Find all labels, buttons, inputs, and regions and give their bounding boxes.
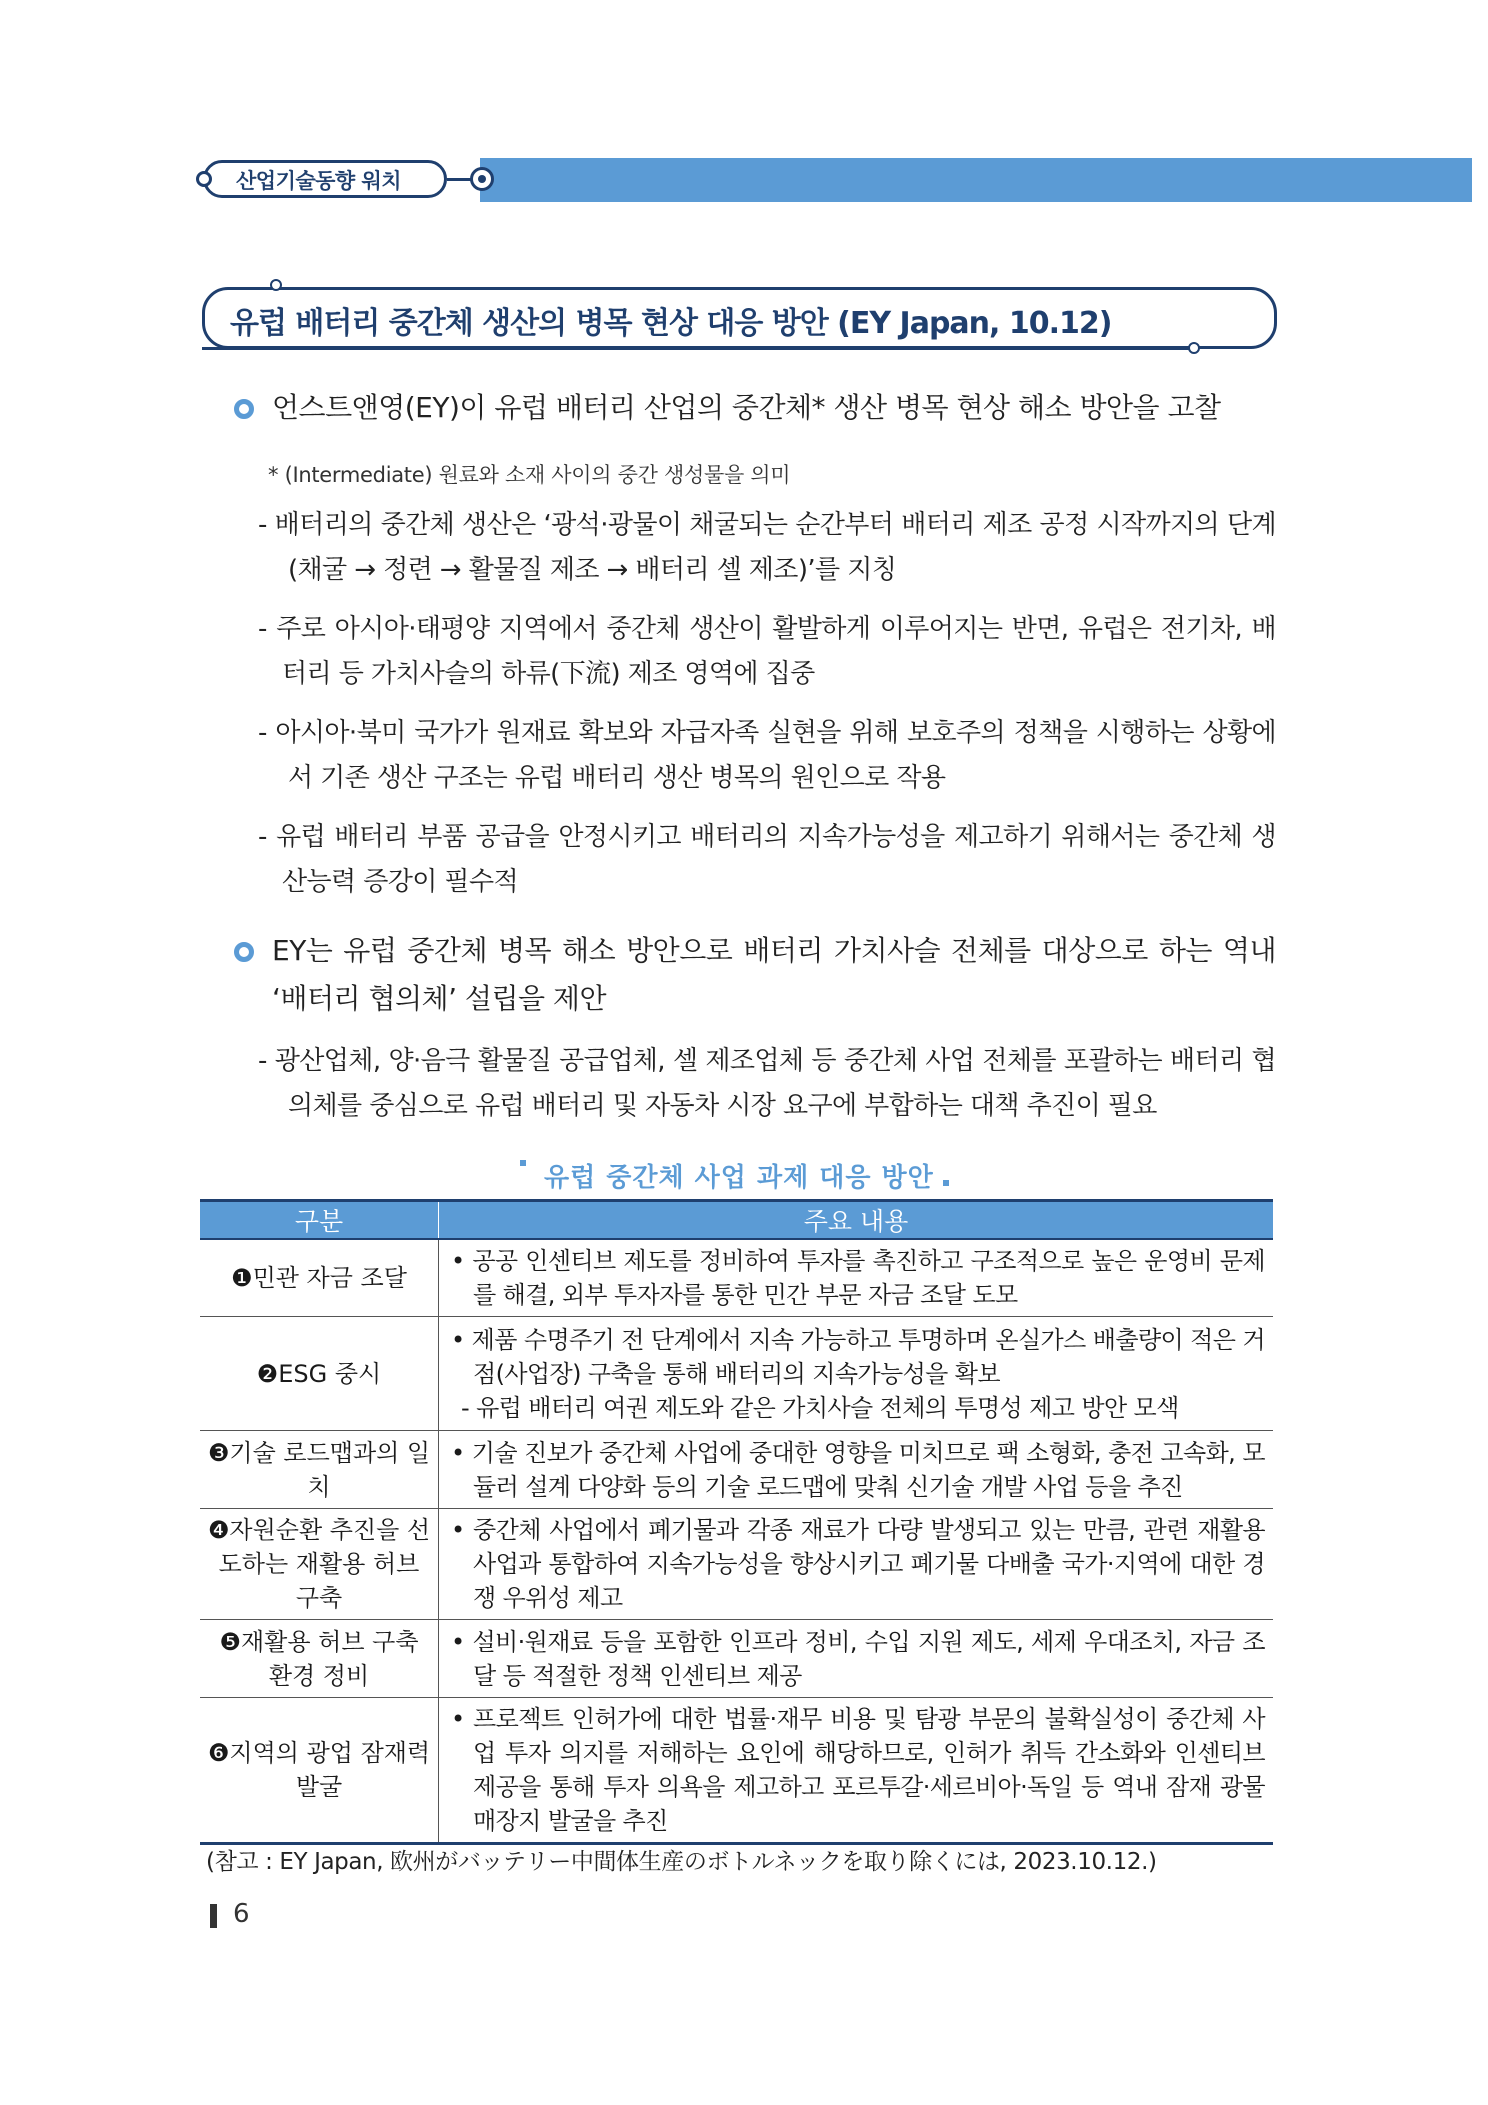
- row-bullet: • 설비·원재료 등을 포함한 인프라 정비, 수입 지원 제도, 세제 우대조치, 자금 조달 등 적절한 정책 인센티브 제공: [451, 1627, 1265, 1690]
- row-content: [439, 1620, 1274, 1698]
- row-content: [439, 1317, 1274, 1431]
- page-title: 유럽 배터리 중간체 생산의 병목 현상 대응 방안 (EY Japan, 10.12): [230, 306, 1112, 341]
- row-category: ❶민관 자금 조달: [200, 1239, 439, 1317]
- reference-note: (참고 : EY Japan, 欧州がバッテリー中間体生産のボトルネックを取り除くには, 2023.10.12.): [206, 1849, 1157, 1875]
- point-2-heading: EY는 유럽 중간체 병목 해소 방안으로 배터리 가치사슬 전체를 대상으로 하는 역내 ‘배터리 협의체’ 설립을 제안: [272, 934, 1276, 1015]
- row-category: ❸기술 로드맵과의 일치: [200, 1431, 439, 1509]
- point-1-item: - 아시아·북미 국가가 원재료 확보와 자급자족 실현을 위해 보호주의 정책을 시행하는 상황에서 기존 생산 구조는 유럽 배터리 생산 병목의 원인으로 작용: [258, 718, 1276, 793]
- row-content: [439, 1431, 1274, 1509]
- bullet-circle-icon: [234, 942, 254, 962]
- header-dot-right: [470, 167, 494, 191]
- table-header-row: [200, 1201, 1273, 1240]
- title-knob-top: [270, 279, 282, 291]
- row-sub-item: - 유럽 배터리 여권 제도와 같은 가치사슬 전체의 투명성 제고 방안 모색: [461, 1393, 1179, 1422]
- measures-table: [200, 1199, 1273, 1845]
- title-knob-bottom: [1188, 342, 1200, 354]
- title-underline: [202, 347, 1192, 350]
- row-bullet: • 프로젝트 인허가에 대한 법률·재무 비용 및 탐광 부문의 불확실성이 중간체 사업 투자 의지를 저해하는 요인에 해당하므로, 인허가 취득 간소화와 인센티브 제공을 통해 투자 의욕을 제고하고 포르투갈·세르비아·독일 등 역내 잠재 광물 매장지 발굴을 추진: [451, 1705, 1265, 1835]
- row-category: ❹자원순환 추진을 선도하는 재활용 허브 구축: [200, 1509, 439, 1620]
- table-row: [200, 1431, 1273, 1509]
- table-row: [200, 1239, 1273, 1317]
- table-row: [200, 1698, 1273, 1844]
- point-1-note: * (Intermediate) 원료와 소재 사이의 중간 생성물을 의미: [268, 463, 791, 487]
- page-number: 6: [233, 1899, 250, 1929]
- row-content: [439, 1509, 1274, 1620]
- row-content: [439, 1698, 1274, 1844]
- row-category: ❷ESG 중시: [200, 1317, 439, 1431]
- row-bullet: • 제품 수명주기 전 단계에서 지속 가능하고 투명하며 온실가스 배출량이 적은 거점(사업장) 구축을 통해 배터리의 지속가능성을 확보: [451, 1325, 1265, 1388]
- header-dot-left: [196, 171, 212, 187]
- point-1-item: - 배터리의 중간체 생산은 ‘광석·광물이 채굴되는 순간부터 배터리 제조 공정 시작까지의 단계(채굴 → 정련 → 활물질 제조 → 배터리 셀 제조)’를 지칭: [258, 510, 1276, 585]
- header-connector: [447, 178, 472, 181]
- caption-mark-left: [520, 1160, 526, 1166]
- point-2-item: - 광산업체, 양·음극 활물질 공급업체, 셀 제조업체 등 중간체 사업 전체를 포괄하는 배터리 협의체를 중심으로 유럽 배터리 및 자동차 시장 요구에 부합하는 대책 추진이 필요: [258, 1046, 1276, 1121]
- row-bullet: • 공공 인센티브 제도를 정비하여 투자를 촉진하고 구조적으로 높은 운영비 문제를 해결, 외부 투자자를 통한 민간 부문 자금 조달 도모: [451, 1247, 1265, 1309]
- page-number-bar: [210, 1904, 217, 1928]
- section-label: 산업기술동향 워치: [236, 169, 402, 193]
- point-1-heading: 언스트앤영(EY)이 유럽 배터리 산업의 중간체* 생산 병목 현상 해소 방안을 고찰: [272, 391, 1221, 424]
- table-row: [200, 1620, 1273, 1698]
- row-category: ❺재활용 허브 구축 환경 정비: [200, 1620, 439, 1698]
- table-row: [200, 1509, 1273, 1620]
- header-band: [480, 158, 1472, 202]
- caption-mark-right: [943, 1180, 949, 1186]
- point-1-item: - 주로 아시아·태평양 지역에서 중간체 생산이 활발하게 이루어지는 반면, 유럽은 전기차, 배터리 등 가치사슬의 하류(下流) 제조 영역에 집중: [258, 614, 1276, 689]
- row-content: [439, 1239, 1274, 1317]
- point-1-item: - 유럽 배터리 부품 공급을 안정시키고 배터리의 지속가능성을 제고하기 위해서는 중간체 생산능력 증강이 필수적: [258, 822, 1276, 897]
- table-row: [200, 1317, 1273, 1431]
- row-bullet: • 기술 진보가 중간체 사업에 중대한 영향을 미치므로 팩 소형화, 충전 고속화, 모듈러 설계 다양화 등의 기술 로드맵에 맞춰 신기술 개발 사업 등을 추진: [451, 1438, 1265, 1501]
- bullet-circle-icon: [234, 399, 254, 419]
- table-caption: 유럽 중간체 사업 과제 대응 방안: [544, 1163, 934, 1193]
- row-category: ❻지역의 광업 잠재력 발굴: [200, 1698, 439, 1844]
- column-header-content: 주요 내용: [439, 1201, 1274, 1240]
- column-header-category: 구분: [200, 1201, 439, 1240]
- row-bullet: • 중간체 사업에서 폐기물과 각종 재료가 다량 발생되고 있는 만큼, 관련 재활용 사업과 통합하여 지속가능성을 향상시키고 폐기물 다배출 국가·지역에 대한 경쟁 우위성 제고: [451, 1516, 1265, 1612]
